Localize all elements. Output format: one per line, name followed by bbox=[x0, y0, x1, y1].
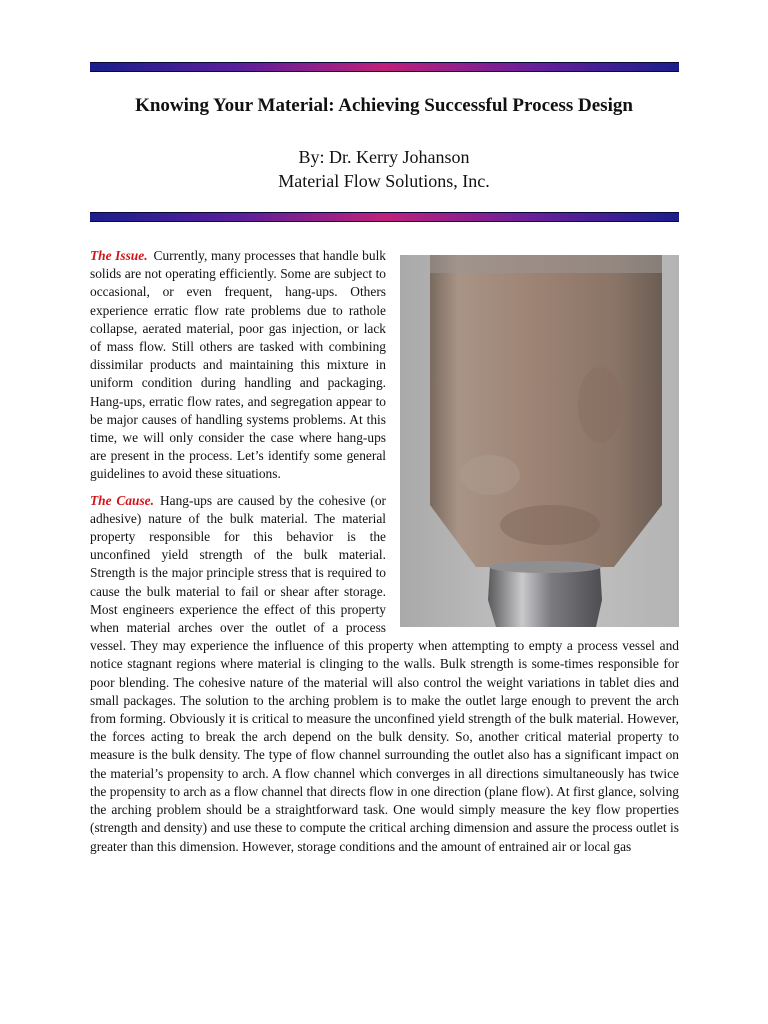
section-issue-heading: The Issue. bbox=[90, 248, 148, 263]
author-line: By: Dr. Kerry Johanson bbox=[298, 147, 470, 167]
byline bbox=[60, 145, 708, 193]
bottom-decorative-rule bbox=[90, 212, 679, 222]
hopper-photo bbox=[400, 255, 679, 627]
document-title: Knowing Your Material: Achieving Successful Process Design bbox=[135, 95, 633, 116]
article-body bbox=[90, 247, 679, 856]
company-line: Material Flow Solutions, Inc. bbox=[278, 171, 490, 191]
section-cause-heading: The Cause. bbox=[90, 492, 154, 508]
section-cause-text: Hang-ups are caused by the cohesive (or adhesive) nature of the bulk material. The material property responsible for this behavior is the unconfined yield strength of the bulk material. Strength is the major principle stress that is required to cause the bulk material to fail or shear after storage. Most engineers experience the effect of this property when material arches over the outlet of a process vessel. They may experience the influence of this property when attempting to empty a process vessel and notice stagnant regions where material is clinging to the walls. Bulk strength is some-times responsible for poor blending. The cohesive nature of the material will also control the weight variations in tablet dies and small packages. The solution to the arching problem is to make the outlet large enough to prevent the arch from forming. Obviously it is critical to measure the unconfined yield strength of the bulk material. However, the forces acting to break the arch depend on the bulk density. So, another critical material property to measure is the bulk density. The type of flow channel surrounding the outlet also has a significant impact on the material’s propensity to arch. A flow channel which converges in all directions simultaneously has twice the propensity to arch as a flow channel that directs flow in one direction (plane flow). At first glance, solving the arching problem should be a straightforward task. One would simply measure the key flow properties (strength and density) and use these to compute the critical arching dimension and assure the process outlet is greater than this dimension. However, storage conditions and the amount of entrained air or local gas bbox=[90, 492, 679, 854]
section-issue-text: Currently, many processes that handle bulk solids are not operating efficiently. Some are subject to occasional, or even frequent, hang-ups. Others experience erratic flow rate problems due to rathole collapse, aerated material, poor gas injection, or lack of mass flow. Still others are tasked with combining dissimilar products and maintaining this mixture in uniform condition during handling and packaging. Hang-ups, erratic flow rates, and segregation appear to be major causes of handling systems problems. At this time, we will only consider the case where hang-ups are present in the process. Let’s identify some general guidelines to avoid these situations. bbox=[90, 248, 386, 482]
top-decorative-rule bbox=[90, 62, 679, 72]
hopper-photo-illustration bbox=[400, 255, 679, 627]
